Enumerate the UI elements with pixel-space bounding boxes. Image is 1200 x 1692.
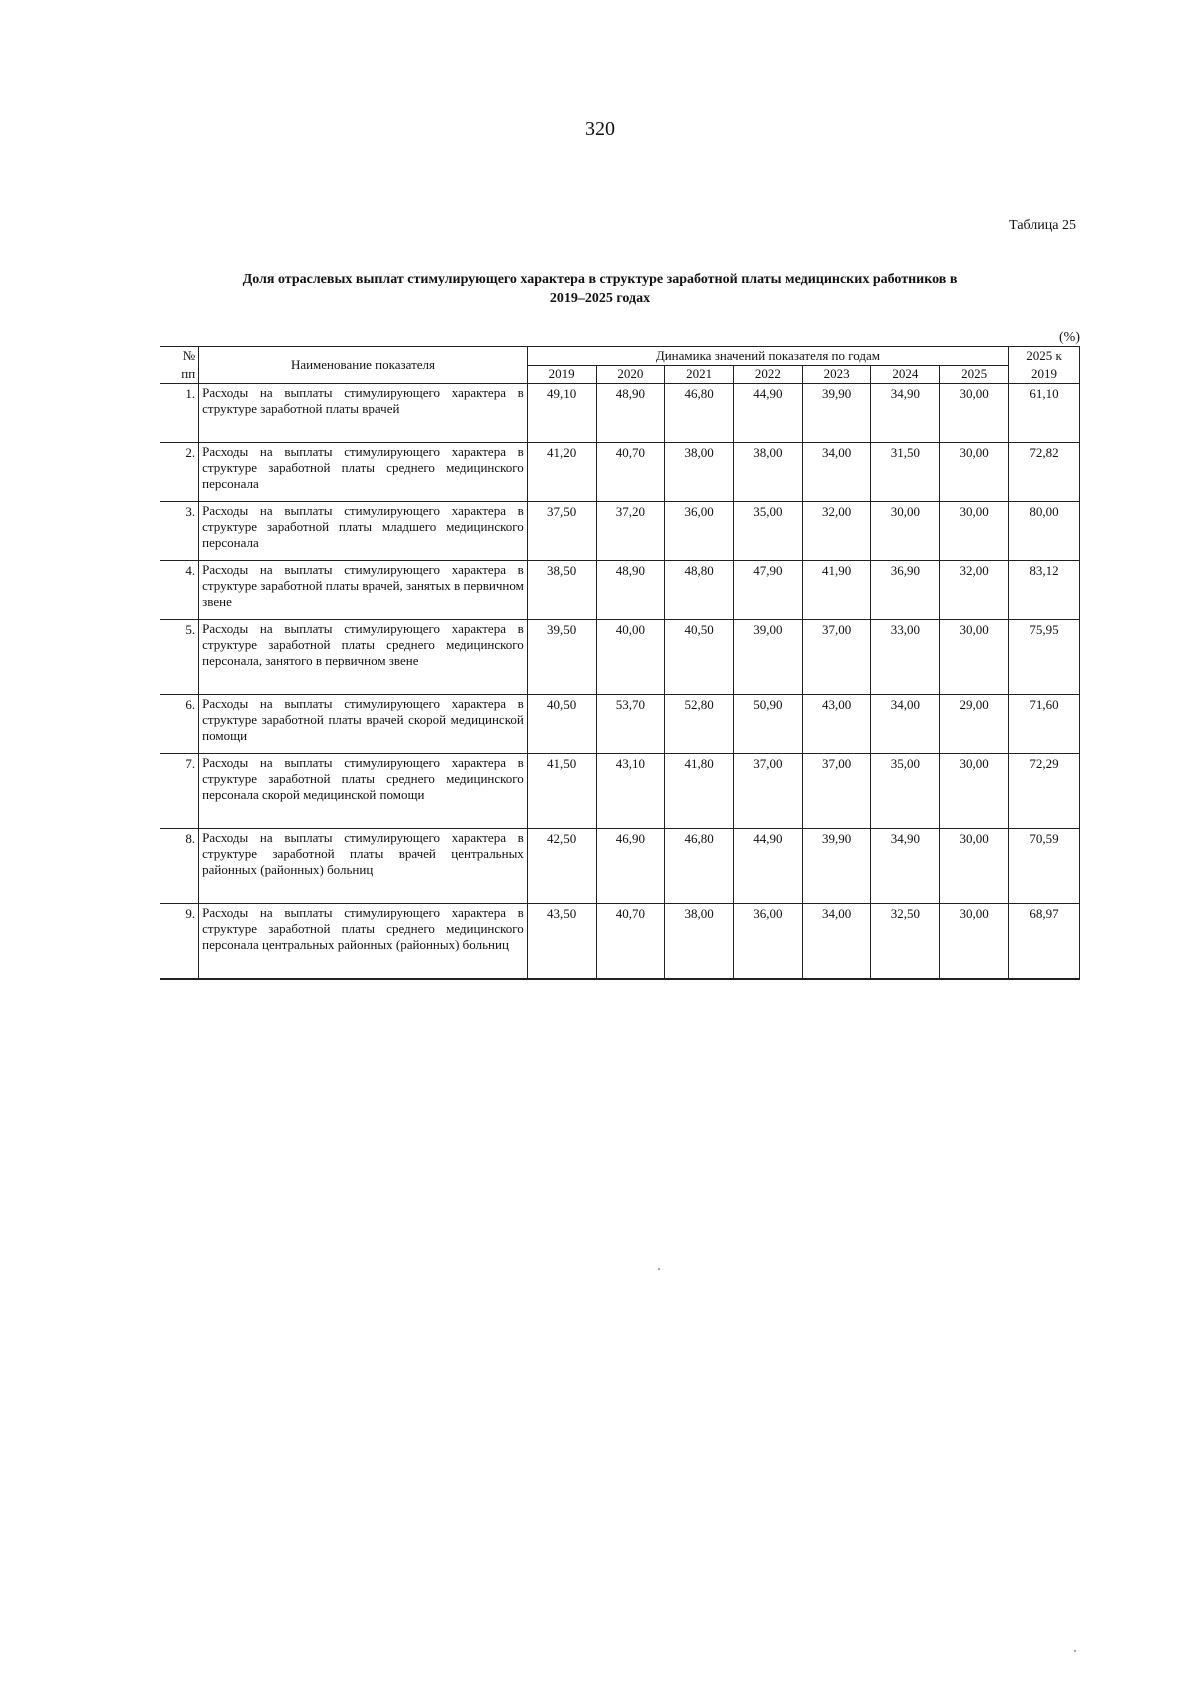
year-value-cell: 35,00: [734, 502, 803, 561]
year-value-cell: 38,00: [665, 443, 734, 502]
year-value-cell: 40,70: [596, 904, 665, 980]
year-value-cell: 37,00: [802, 620, 871, 695]
table-row: [160, 754, 1080, 829]
year-value-cell: 34,90: [871, 829, 940, 904]
year-value-cell: 30,00: [940, 904, 1009, 980]
year-value-cell: 44,90: [734, 829, 803, 904]
year-value-cell: 42,50: [527, 829, 596, 904]
indicator-name: Расходы на выплаты стимулирующего характера в структуре заработной платы врачей, занятых в первичном звене: [199, 561, 528, 620]
year-value-cell: 41,20: [527, 443, 596, 502]
row-number: 3.: [160, 502, 199, 561]
indicator-name: Расходы на выплаты стимулирующего характера в структуре заработной платы врачей скорой медицинской помощи: [199, 695, 528, 754]
document-title: Доля отраслевых выплат стимулирующего характера в структуре заработной платы медицинских работников в 2019–2025 годах: [242, 272, 958, 306]
ratio-cell: 72,82: [1009, 443, 1080, 502]
year-value-cell: 34,90: [871, 384, 940, 443]
year-value-cell: 30,00: [940, 443, 1009, 502]
indicator-name: Расходы на выплаты стимулирующего характера в структуре заработной платы среднего медицинского персонала скорой медицинской помощи: [199, 754, 528, 829]
indicator-name: Расходы на выплаты стимулирующего характера в структуре заработной платы младшего медицинского персонала: [199, 502, 528, 561]
ratio-cell: 75,95: [1009, 620, 1080, 695]
year-value-cell: 48,80: [665, 561, 734, 620]
year-value-cell: 33,00: [871, 620, 940, 695]
year-value-cell: 53,70: [596, 695, 665, 754]
table-row: [160, 502, 1080, 561]
year-value-cell: 30,00: [940, 384, 1009, 443]
year-value-cell: 32,00: [940, 561, 1009, 620]
indicator-table: [160, 346, 1080, 980]
ratio-cell: 72,29: [1009, 754, 1080, 829]
ratio-cell: 80,00: [1009, 502, 1080, 561]
ratio-cell: 61,10: [1009, 384, 1080, 443]
row-number: 9.: [160, 904, 199, 980]
ratio-cell: 70,59: [1009, 829, 1080, 904]
year-value-cell: 43,00: [802, 695, 871, 754]
col-ratio-header-bottom: 2019: [1009, 365, 1080, 384]
year-value-cell: 37,00: [734, 754, 803, 829]
row-number: 6.: [160, 695, 199, 754]
table-label: Таблица 25: [1009, 218, 1076, 233]
year-value-cell: 36,90: [871, 561, 940, 620]
indicator-name: Расходы на выплаты стимулирующего характера в структуре заработной платы среднего медицинского персонала центральных районных (районных) больниц: [199, 904, 528, 980]
table-row: [160, 384, 1080, 443]
table-row: [160, 443, 1080, 502]
scan-speck: [658, 1268, 660, 1270]
year-value-cell: 48,90: [596, 384, 665, 443]
ratio-cell: 83,12: [1009, 561, 1080, 620]
row-number: 7.: [160, 754, 199, 829]
year-header: 2024: [871, 365, 940, 384]
year-header: 2022: [734, 365, 803, 384]
indicator-name: Расходы на выплаты стимулирующего характера в структуре заработной платы среднего медицинского персонала, занятого в первичном звене: [199, 620, 528, 695]
header-row-top: [160, 347, 1080, 366]
year-value-cell: 30,00: [940, 754, 1009, 829]
year-value-cell: 31,50: [871, 443, 940, 502]
year-value-cell: 52,80: [665, 695, 734, 754]
year-value-cell: 40,50: [527, 695, 596, 754]
year-value-cell: 30,00: [940, 502, 1009, 561]
col-no-header-bottom: пп: [160, 365, 199, 384]
year-header: 2019: [527, 365, 596, 384]
col-no-header: [160, 347, 199, 366]
year-value-cell: 49,10: [527, 384, 596, 443]
row-number: 8.: [160, 829, 199, 904]
year-value-cell: 39,90: [802, 384, 871, 443]
year-value-cell: 46,80: [665, 384, 734, 443]
year-value-cell: 41,50: [527, 754, 596, 829]
year-value-cell: 43,50: [527, 904, 596, 980]
year-value-cell: 43,10: [596, 754, 665, 829]
table-row: [160, 620, 1080, 695]
year-header: 2021: [665, 365, 734, 384]
year-value-cell: 36,00: [665, 502, 734, 561]
year-value-cell: 37,20: [596, 502, 665, 561]
year-value-cell: 29,00: [940, 695, 1009, 754]
year-value-cell: 34,00: [871, 695, 940, 754]
year-header: 2023: [802, 365, 871, 384]
col-ratio-header-top: 2025 к: [1009, 347, 1080, 366]
year-value-cell: 47,90: [734, 561, 803, 620]
year-value-cell: 32,00: [802, 502, 871, 561]
year-value-cell: 41,80: [665, 754, 734, 829]
units-note: (%): [1059, 330, 1080, 345]
table-body: [160, 384, 1080, 980]
year-value-cell: 34,00: [802, 443, 871, 502]
year-value-cell: 30,00: [940, 620, 1009, 695]
year-header: 2020: [596, 365, 665, 384]
col-name-header: Наименование показателя: [199, 347, 528, 384]
scan-speck: [1074, 1650, 1076, 1652]
row-number: 1.: [160, 384, 199, 443]
year-value-cell: 39,90: [802, 829, 871, 904]
table-row: [160, 561, 1080, 620]
year-value-cell: 50,90: [734, 695, 803, 754]
page-number: 320: [585, 118, 615, 140]
year-value-cell: 40,70: [596, 443, 665, 502]
year-value-cell: 32,50: [871, 904, 940, 980]
row-number: 2.: [160, 443, 199, 502]
year-header: 2025: [940, 365, 1009, 384]
year-value-cell: 35,00: [871, 754, 940, 829]
indicator-name: Расходы на выплаты стимулирующего характера в структуре заработной платы врачей: [199, 384, 528, 443]
table-row: [160, 904, 1080, 980]
col-no-top-label: №: [182, 348, 196, 363]
year-value-cell: 41,90: [802, 561, 871, 620]
year-value-cell: 39,50: [527, 620, 596, 695]
year-value-cell: 38,50: [527, 561, 596, 620]
ratio-cell: 68,97: [1009, 904, 1080, 980]
year-value-cell: 46,90: [596, 829, 665, 904]
year-value-cell: 44,90: [734, 384, 803, 443]
year-value-cell: 30,00: [940, 829, 1009, 904]
year-value-cell: 40,50: [665, 620, 734, 695]
row-number: 5.: [160, 620, 199, 695]
table-row: [160, 695, 1080, 754]
year-value-cell: 37,00: [802, 754, 871, 829]
ratio-cell: 71,60: [1009, 695, 1080, 754]
col-dynamics-header: Динамика значений показателя по годам: [527, 347, 1008, 366]
year-value-cell: 34,00: [802, 904, 871, 980]
year-value-cell: 48,90: [596, 561, 665, 620]
row-number: 4.: [160, 561, 199, 620]
year-value-cell: 30,00: [871, 502, 940, 561]
year-value-cell: 36,00: [734, 904, 803, 980]
indicator-name: Расходы на выплаты стимулирующего характера в структуре заработной платы среднего медицинского персонала: [199, 443, 528, 502]
year-value-cell: 38,00: [665, 904, 734, 980]
year-value-cell: 37,50: [527, 502, 596, 561]
year-value-cell: 39,00: [734, 620, 803, 695]
table-row: [160, 829, 1080, 904]
year-value-cell: 38,00: [734, 443, 803, 502]
indicator-name: Расходы на выплаты стимулирующего характера в структуре заработной платы врачей центральных районных (районных) больниц: [199, 829, 528, 904]
year-value-cell: 40,00: [596, 620, 665, 695]
year-value-cell: 46,80: [665, 829, 734, 904]
